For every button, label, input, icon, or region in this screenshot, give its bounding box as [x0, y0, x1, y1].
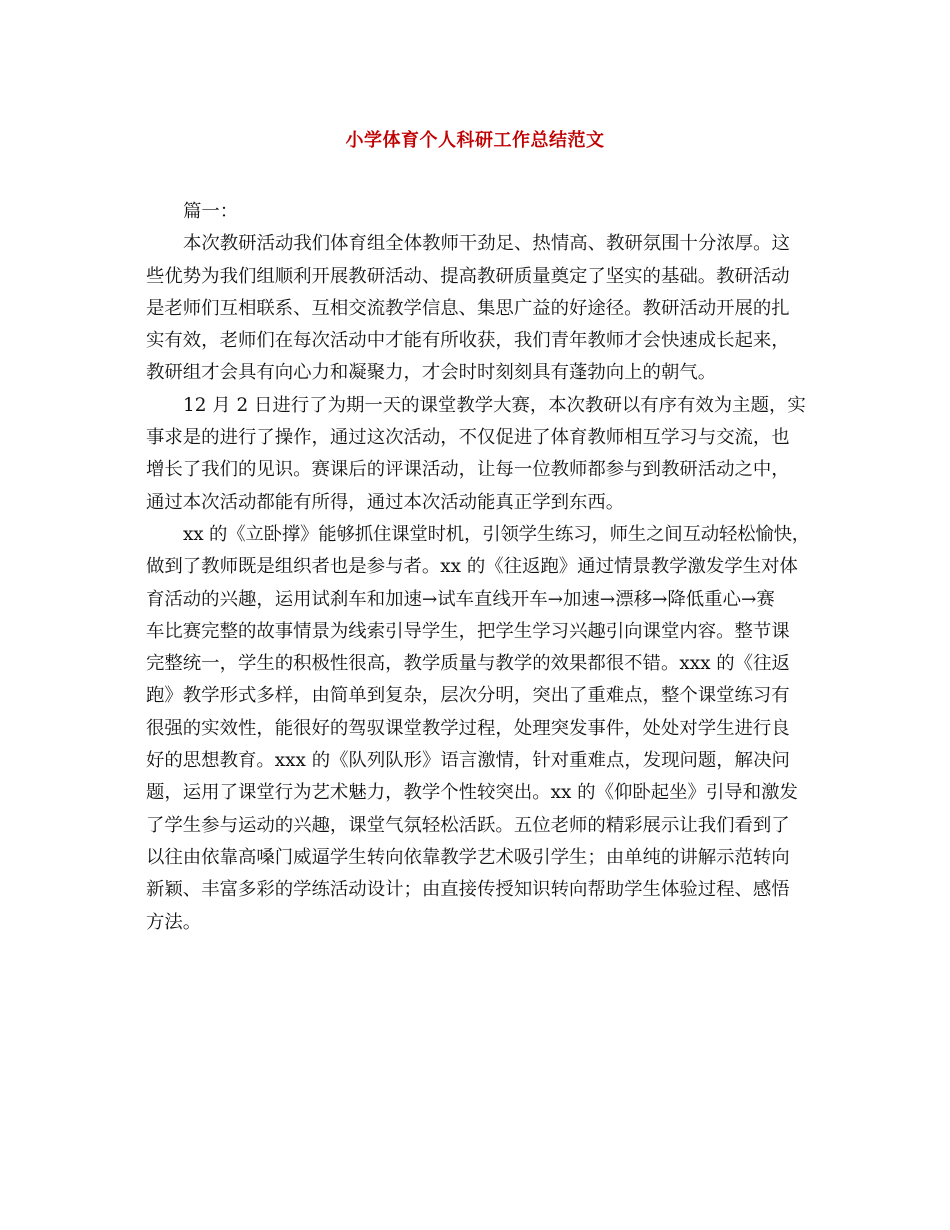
paragraph-3-line-1: xx 的《立卧撑》能够抓住课堂时机，引领学生练习，师生之间互动轻松愉快， — [183, 523, 810, 545]
paragraph-3-line-4: 车比赛完整的故事情景为线索引导学生，把学生学习兴趣引向课堂内容。整节课 — [146, 620, 790, 642]
paragraph-3-line-3: 育活动的兴趣，运用试刹车和加速→试车直线开车→加速→漂移→降低重心→赛 — [146, 588, 775, 610]
paragraph-1-line-1: 本次教研活动我们体育组全体教师干劲足、热情高、教研氛围十分浓厚。这 — [183, 233, 790, 255]
paragraph-1-line-2: 些优势为我们组顺利开展教研活动、提高教研质量奠定了坚实的基础。教研活动 — [146, 265, 790, 287]
paragraph-3-line-10: 了学生参与运动的兴趣，课堂气氛轻松活跃。五位老师的精彩展示让我们看到了 — [146, 814, 790, 836]
paragraph-1-line-5: 教研组才会具有向心力和凝聚力，才会时时刻刻具有蓬勃向上的朝气。 — [146, 362, 717, 384]
paragraph-2-line-2: 事求是的进行了操作，通过这次活动，不仅促进了体育教师相互学习与交流，也 — [146, 427, 790, 449]
paragraph-3-line-7: 很强的实效性，能很好的驾驭课堂教学过程，处理突发事件，处处对学生进行良 — [146, 717, 790, 739]
paragraph-1-line-3: 是老师们互相联系、互相交流教学信息、集思广益的好途径。教研活动开展的扎 — [146, 297, 790, 319]
section-heading: 篇一： — [183, 201, 239, 222]
paragraph-1-line-4: 实有效，老师们在每次活动中才能有所收获，我们青年教师才会快速成长起来， — [146, 330, 790, 352]
paragraph-3-line-5: 完整统一，学生的积极性很高，教学质量与教学的效果都很不错。xxx 的《往返 — [146, 653, 790, 675]
paragraph-2-line-3: 增长了我们的见识。赛课后的评课活动，让每一位教师都参与到教研活动之中， — [146, 459, 790, 481]
document-body — [146, 196, 810, 939]
paragraph-2-line-1: 12 月 2 日进行了为期一天的课堂教学大赛，本次教研以有序有效为主题，实 — [183, 394, 806, 416]
paragraph-3-line-2: 做到了教师既是组织者也是参与者。xx 的《往返跑》通过情景教学激发学生对体 — [146, 556, 798, 578]
paragraph-3-line-8: 好的思想教育。xxx 的《队列队形》语言激情，针对重难点，发现问题，解决问 — [146, 750, 790, 772]
paragraph-3-line-12: 新颖、丰富多彩的学练活动设计；由直接传授知识转向帮助学生体验过程、感悟 — [146, 879, 790, 901]
paragraph-3-line-6: 跑》教学形式多样，由简单到复杂，层次分明，突出了重难点，整个课堂练习有 — [146, 685, 790, 707]
paragraph-3-line-11: 以往由依靠高嗓门威逼学生转向依靠教学艺术吸引学生；由单纯的讲解示范转向 — [146, 846, 790, 868]
paragraph-3-line-13: 方法。 — [146, 911, 202, 933]
document-title: 小学体育个人科研工作总结范文 — [345, 130, 605, 151]
paragraph-2-line-4: 通过本次活动都能有所得，通过本次活动能真正学到东西。 — [146, 491, 625, 513]
paragraph-3-line-9: 题，运用了课堂行为艺术魅力，教学个性较突出。xx 的《仰卧起坐》引导和激发 — [146, 782, 798, 804]
